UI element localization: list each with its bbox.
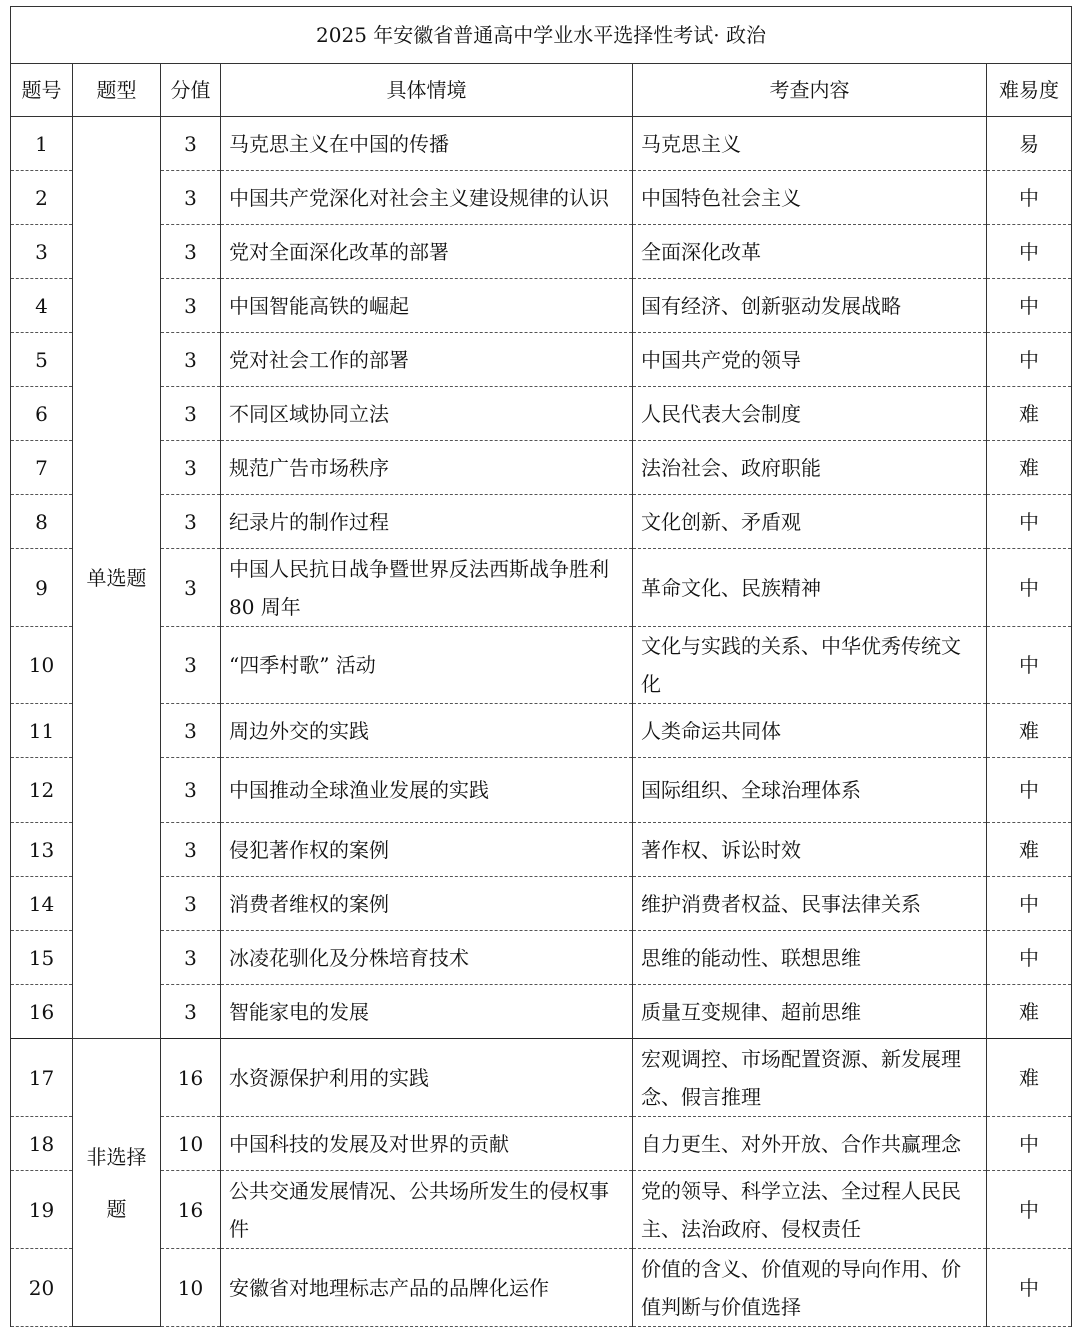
- question-content: 著作权、诉讼时效: [633, 823, 987, 877]
- question-difficulty: 中: [987, 171, 1072, 225]
- question-number: 17: [11, 1039, 73, 1117]
- question-number: 12: [11, 758, 73, 823]
- exam-analysis-table: [10, 6, 1072, 1327]
- question-score: 3: [161, 441, 221, 495]
- question-context: 中国科技的发展及对世界的贡献: [221, 1117, 633, 1171]
- question-content: 质量互变规律、超前思维: [633, 985, 987, 1039]
- question-type-non-choice-line1: 非选择: [86, 1144, 147, 1169]
- table-row: [11, 627, 1072, 704]
- question-context: 智能家电的发展: [221, 985, 633, 1039]
- question-number: 10: [11, 627, 73, 704]
- question-context: 中国推动全球渔业发展的实践: [221, 758, 633, 823]
- question-difficulty: 中: [987, 627, 1072, 704]
- question-content: 文化创新、矛盾观: [633, 495, 987, 549]
- question-difficulty: 中: [987, 495, 1072, 549]
- question-content: 自力更生、对外开放、合作共赢理念: [633, 1117, 987, 1171]
- question-score: 3: [161, 225, 221, 279]
- header-row: [11, 64, 1072, 117]
- question-difficulty: 中: [987, 931, 1072, 985]
- header-score: 分值: [161, 64, 221, 117]
- header-type: 题型: [73, 64, 161, 117]
- table-row: [11, 117, 1072, 171]
- question-content: 文化与实践的关系、中华优秀传统文化: [633, 627, 987, 704]
- question-context: 水资源保护利用的实践: [221, 1039, 633, 1117]
- table-row: [11, 279, 1072, 333]
- table-title: 2025 年安徽省普通高中学业水平选择性考试· 政治: [11, 7, 1072, 64]
- question-difficulty: 中: [987, 1171, 1072, 1249]
- table-row: [11, 225, 1072, 279]
- header-difficulty: 难易度: [987, 64, 1072, 117]
- question-number: 6: [11, 387, 73, 441]
- question-difficulty: 难: [987, 823, 1072, 877]
- table-row: [11, 1039, 1072, 1117]
- question-score: 3: [161, 495, 221, 549]
- question-difficulty: 中: [987, 1249, 1072, 1327]
- question-difficulty: 中: [987, 225, 1072, 279]
- question-score: 3: [161, 877, 221, 931]
- table-row: [11, 1171, 1072, 1249]
- question-score: 10: [161, 1249, 221, 1327]
- question-difficulty: 中: [987, 1117, 1072, 1171]
- question-number: 18: [11, 1117, 73, 1171]
- question-difficulty: 中: [987, 279, 1072, 333]
- question-number: 19: [11, 1171, 73, 1249]
- question-context: 安徽省对地理标志产品的品牌化运作: [221, 1249, 633, 1327]
- question-context: 冰凌花驯化及分株培育技术: [221, 931, 633, 985]
- question-score: 3: [161, 823, 221, 877]
- question-number: 4: [11, 279, 73, 333]
- question-content: 党的领导、科学立法、全过程人民民主、法治政府、侵权责任: [633, 1171, 987, 1249]
- table-row: [11, 1249, 1072, 1327]
- question-number: 5: [11, 333, 73, 387]
- question-content: 国有经济、创新驱动发展战略: [633, 279, 987, 333]
- question-score: 10: [161, 1117, 221, 1171]
- question-number: 20: [11, 1249, 73, 1327]
- question-content: 人类命运共同体: [633, 704, 987, 758]
- question-context: 中国人民抗日战争暨世界反法西斯战争胜利 80 周年: [221, 549, 633, 627]
- question-number: 1: [11, 117, 73, 171]
- question-content: 革命文化、民族精神: [633, 549, 987, 627]
- question-score: 16: [161, 1039, 221, 1117]
- question-number: 3: [11, 225, 73, 279]
- table-row: [11, 549, 1072, 627]
- question-difficulty: 难: [987, 387, 1072, 441]
- question-score: 3: [161, 985, 221, 1039]
- question-content: 国际组织、全球治理体系: [633, 758, 987, 823]
- question-number: 14: [11, 877, 73, 931]
- question-context: “四季村歌” 活动: [221, 627, 633, 704]
- question-content: 维护消费者权益、民事法律关系: [633, 877, 987, 931]
- table-row: [11, 985, 1072, 1039]
- question-number: 16: [11, 985, 73, 1039]
- question-score: 3: [161, 931, 221, 985]
- question-content: 中国特色社会主义: [633, 171, 987, 225]
- table-row: [11, 387, 1072, 441]
- question-score: 3: [161, 758, 221, 823]
- question-content: 思维的能动性、联想思维: [633, 931, 987, 985]
- question-context: 不同区域协同立法: [221, 387, 633, 441]
- question-difficulty: 中: [987, 549, 1072, 627]
- table-row: [11, 1117, 1072, 1171]
- table-row: [11, 704, 1072, 758]
- question-type-single-choice: 单选题: [73, 117, 161, 1039]
- table-row: [11, 931, 1072, 985]
- question-context: 马克思主义在中国的传播: [221, 117, 633, 171]
- question-content: 价值的含义、价值观的导向作用、价值判断与价值选择: [633, 1249, 987, 1327]
- question-difficulty: 难: [987, 985, 1072, 1039]
- table-row: [11, 171, 1072, 225]
- question-content: 全面深化改革: [633, 225, 987, 279]
- question-score: 16: [161, 1171, 221, 1249]
- question-number: 15: [11, 931, 73, 985]
- question-context: 纪录片的制作过程: [221, 495, 633, 549]
- question-score: 3: [161, 627, 221, 704]
- table-row: [11, 441, 1072, 495]
- question-difficulty: 易: [987, 117, 1072, 171]
- table-row: [11, 877, 1072, 931]
- question-difficulty: 中: [987, 877, 1072, 931]
- question-context: 周边外交的实践: [221, 704, 633, 758]
- question-difficulty: 中: [987, 758, 1072, 823]
- table-row: [11, 758, 1072, 823]
- question-content: 人民代表大会制度: [633, 387, 987, 441]
- question-score: 3: [161, 549, 221, 627]
- question-score: 3: [161, 279, 221, 333]
- question-number: 2: [11, 171, 73, 225]
- question-type-non-choice: [73, 1039, 161, 1327]
- header-context: 具体情境: [221, 64, 633, 117]
- question-content: 中国共产党的领导: [633, 333, 987, 387]
- question-type-non-choice-line2: 题: [106, 1196, 127, 1221]
- question-difficulty: 难: [987, 704, 1072, 758]
- question-content: 宏观调控、市场配置资源、新发展理念、假言推理: [633, 1039, 987, 1117]
- question-context: 党对全面深化改革的部署: [221, 225, 633, 279]
- question-score: 3: [161, 387, 221, 441]
- question-score: 3: [161, 704, 221, 758]
- question-number: 9: [11, 549, 73, 627]
- header-num: 题号: [11, 64, 73, 117]
- table-row: [11, 823, 1072, 877]
- question-number: 11: [11, 704, 73, 758]
- question-content: 法治社会、政府职能: [633, 441, 987, 495]
- question-context: 中国共产党深化对社会主义建设规律的认识: [221, 171, 633, 225]
- question-number: 8: [11, 495, 73, 549]
- question-context: 党对社会工作的部署: [221, 333, 633, 387]
- question-context: 侵犯著作权的案例: [221, 823, 633, 877]
- question-context: 规范广告市场秩序: [221, 441, 633, 495]
- question-context: 消费者维权的案例: [221, 877, 633, 931]
- question-difficulty: 难: [987, 1039, 1072, 1117]
- question-difficulty: 中: [987, 333, 1072, 387]
- question-difficulty: 难: [987, 441, 1072, 495]
- question-number: 13: [11, 823, 73, 877]
- question-context: 中国智能高铁的崛起: [221, 279, 633, 333]
- question-score: 3: [161, 117, 221, 171]
- table-row: [11, 495, 1072, 549]
- question-content: 马克思主义: [633, 117, 987, 171]
- question-score: 3: [161, 333, 221, 387]
- question-context: 公共交通发展情况、公共场所发生的侵权事件: [221, 1171, 633, 1249]
- table-row: [11, 333, 1072, 387]
- question-number: 7: [11, 441, 73, 495]
- question-score: 3: [161, 171, 221, 225]
- header-content: 考查内容: [633, 64, 987, 117]
